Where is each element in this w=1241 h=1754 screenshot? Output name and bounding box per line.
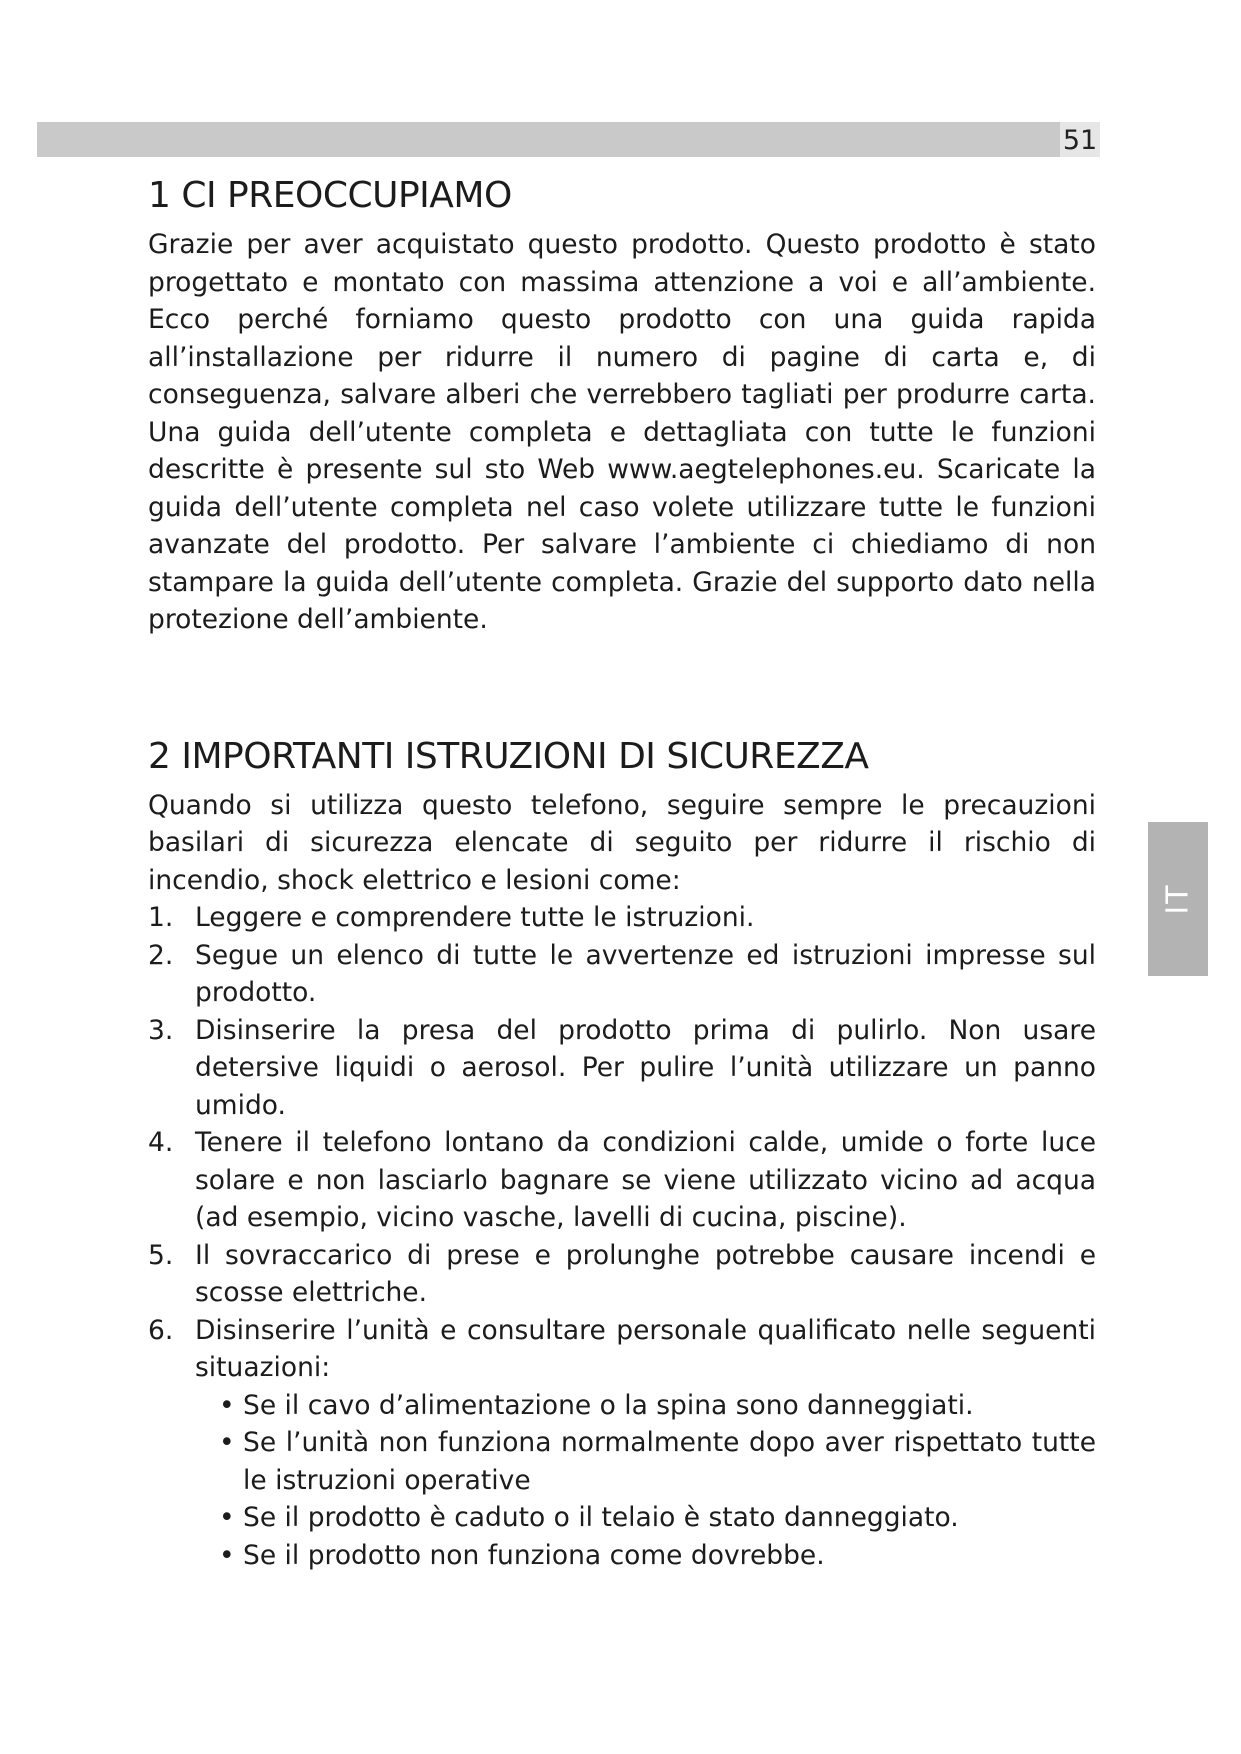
page-content (148, 166, 1096, 1574)
list-item-number: 3. (148, 1014, 174, 1046)
list-item (148, 1012, 1096, 1125)
list-item-text: Tenere il telefono lontano da condizioni calde, umide o forte luce solare e non lasciarlo bagnare se viene utilizzato vicino ad acqua (ad esempio, vicino vasche, lavelli di cucina, piscine). (195, 1127, 1096, 1233)
list-item-text: Disinserire la presa del prodotto prima di pulirlo. Non usare detersive liquidi o aerosol. Per pulire l’unità utilizzare un panno umido. (195, 1014, 1096, 1121)
language-tab (1148, 822, 1208, 976)
section-2-intro: Quando si utilizza questo telefono, seguire sempre le precauzioni basilari di sicurezza elencate di seguito per ridurre il rischio di incendio, shock elettrico e lesioni come: (148, 789, 1096, 896)
section-1-body: Grazie per aver acquistato questo prodotto. Questo prodotto è stato progettato e montato con massima attenzione a voi e all’ambiente. Ecco perché forniamo questo prodotto con una guida rapida all’installazione per ridurre il numero di pagine di carta e, di conseguenza, salvare alberi che verrebbero tagliati per produrre carta. Una guida dell’utente completa e dettagliata con tutte le funzioni descritte è presente sul sto Web www.aegtelephones.eu. Scaricate la guida dell’utente completa nel caso volete utilizzare tutte le funzioni avanzate del prodotto. Per salvare l’ambiente ci chiediamo di non stampare la guida dell’utente completa. Grazie del supporto dato nella protezione dell’ambiente. (148, 229, 1096, 635)
safety-instructions-list (148, 899, 1096, 1574)
bullet-item: • Se il cavo d’alimentazione o la spina sono danneggiati. (219, 1387, 1096, 1425)
list-item (148, 899, 1096, 937)
list-item-text: Il sovraccarico di prese e prolunghe potrebbe causare incendi e scosse elettriche. (195, 1239, 1096, 1308)
list-item (148, 1124, 1096, 1237)
list-item (148, 1312, 1096, 1575)
list-item-number: 1. (148, 902, 174, 933)
section-1-title: 1 CI PREOCCUPIAMO (148, 175, 512, 216)
list-item-text: Disinserire l’unità e consultare personale qualificato nelle seguenti situazioni: (195, 1314, 1096, 1383)
list-item (148, 1237, 1096, 1312)
list-item-text: Leggere e comprendere tutte le istruzioni. (195, 902, 755, 933)
header-bar (37, 122, 1100, 157)
list-item-text: Segue un elenco di tutte le avvertenze ed istruzioni impresse sul prodotto. (195, 939, 1096, 1008)
page-number: 51 (1060, 122, 1100, 157)
section-2-title: 2 IMPORTANTI ISTRUZIONI DI SICUREZZA (148, 735, 869, 777)
bullet-item: • Se il prodotto non funziona come dovrebbe. (219, 1537, 1096, 1575)
bullet-item: • Se l’unità non funziona normalmente dopo aver rispettato tutte le istruzioni operative (219, 1424, 1096, 1499)
list-item-number: 2. (148, 939, 174, 971)
list-item-number: 4. (148, 1127, 174, 1158)
situations-bullet-list (195, 1387, 1096, 1575)
list-item-number: 5. (148, 1239, 174, 1271)
bullet-item: • Se il prodotto è caduto o il telaio è stato danneggiato. (219, 1499, 1096, 1537)
list-item-number: 6. (148, 1314, 174, 1346)
language-tab-label: IT (1160, 883, 1196, 915)
list-item (148, 937, 1096, 1012)
